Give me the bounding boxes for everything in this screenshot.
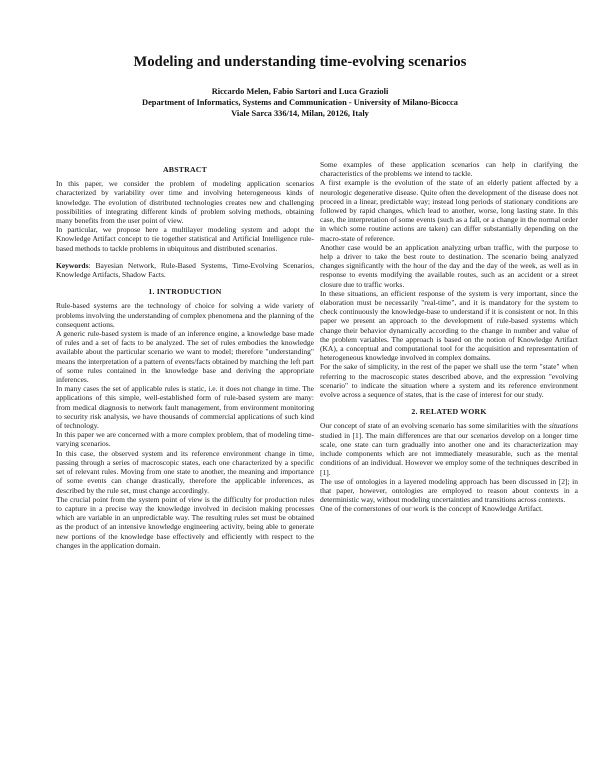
related-work-heading: 2. RELATED WORK bbox=[411, 407, 487, 417]
right-column bbox=[320, 160, 578, 514]
abstract-heading: ABSTRACT bbox=[162, 165, 208, 174]
author-address: Viale Sarca 336/14, Milan, 20126, Italy bbox=[231, 109, 369, 118]
keywords bbox=[56, 261, 314, 279]
related-work-paragraph: The use of ontologies in a layered modeling approach has been discussed in [2]; in that paper, however, ontologies are employed to reason about contexts in a deterministic way, without modeling uncertainties and transitions across contexts. bbox=[320, 476, 578, 505]
related-italic-term: situations bbox=[548, 421, 578, 431]
related-work-paragraph: One of the cornerstones of our work is the concept of Knowledge Artifact. bbox=[320, 504, 544, 514]
intro-paragraph: Another case would be an application analyzing urban traffic, with the purpose to help a driver to take the best route to destination. The scenario being analyzed changes significantly with the hour of the day and the day of the week, as well as in response to events modifying the available routes, such as an accident or a street closure due to traffic works. bbox=[320, 242, 578, 289]
related-text: studied in [1]. The main differences are that our scenarios develop on a longer time scale, one state can turn gradually into another one and its characterization may include components which are not immediately measurable, such as the mental conditions of an individual. However we employ some of the techniques described in [1]. bbox=[320, 430, 578, 477]
author-affiliation: Department of Informatics, Systems and Communication - University of Milano-Bicocca bbox=[142, 98, 458, 107]
author-names: Riccardo Melen, Fabio Sartori and Luca Grazioli bbox=[211, 87, 389, 96]
keywords-text: : Bayesian Network, Rule-Based Systems, Time-Evolving Scenarios, Knowledge Artifacts, Shadow Facts. bbox=[56, 260, 314, 280]
intro-paragraph: In these situations, an efficient response of the system is very important, since the elaboration must be necessarily "real-time", and it is mandatory for the system to check continuously the knowledge-base to understand if it is consistent or not. In this paper we present an approach to the development of rule-based systems which change their behavior dynamically according to the change in number and value of the problem variables. The approach is based on the notion of Knowledge Artifact (KA), a conceptual and computational tool for the acquisition and representation of heterogeneous knowledge involved in complex domains. bbox=[320, 288, 578, 363]
intro-paragraph: Rule-based systems are the technology of choice for solving a wide variety of problems involving the understanding of complex phenomena and the planning of the consequent actions. bbox=[56, 301, 314, 329]
intro-paragraph: The crucial point from the system point of view is the difficulty for production rules to capture in a precise way the knowledge involved in decision making processes which are variable in an unpredictable way. The resulting rules set must be obtained as the product of an intensive knowledge engineering activity, being able to generate new portions of the knowledge base effectively and efficiently with respect to the changes in the application domain. bbox=[56, 494, 314, 550]
intro-paragraph: A generic rule-based system is made of an inference engine, a knowledge base made of rules and a set of facts to be analyzed. The set of rules embodies the knowledge available about the particular scenario we want to model; therefore "understanding" means the interpretation of a pattern of events/facts obtained by matching the left part of some rules contained in the knowledge base and deriving the appropriate inferences. bbox=[56, 329, 314, 385]
abstract-paragraph: In particular, we propose here a multilayer modeling system and adopt the Knowledge Artifact concept to tie together statistical and Artificial Intelligence rule-based methods to tackle problems in ubiquitous and distributed scenarios. bbox=[56, 225, 314, 253]
left-column bbox=[56, 160, 314, 550]
author-block bbox=[0, 86, 600, 119]
related-text: Our concept of state of an evolving scenario has some similarities with the bbox=[320, 421, 549, 431]
related-work-paragraph bbox=[320, 421, 578, 476]
intro-paragraph: In this case, the observed system and its reference environment change in time, passing through a series of macroscopic states, each one characterized by a specific set of relevant rules. Moving from one state to another, the meaning and importance of some events can change drastically, therefore the applicable inferences, as described by the rule set, must change accordingly. bbox=[56, 448, 314, 495]
intro-paragraph: For the sake of simplicity, in the rest of the paper we shall use the term "state" when referring to the macroscopic states described above, and the expression "evolving scenario" to indicate the situation where a system and its reference environment evolve across a sequence of states, that is the case of interest for our study. bbox=[320, 362, 578, 400]
intro-paragraph: Some examples of these application scenarios can help in clarifying the characteristics of the problems we intend to tackle. bbox=[320, 160, 578, 179]
abstract-paragraph: In this paper, we consider the problem of modeling application scenarios characterized by variability over time and involving heterogeneous kinds of knowledge. The evolution of distributed technologies creates new and challenging possibilities of integrating different kinds of problem solving methods, obtaining many benefits from the user point of view. bbox=[56, 179, 314, 226]
paper-title: Modeling and understanding time-evolving scenarios bbox=[133, 54, 467, 70]
intro-heading: 1. INTRODUCTION bbox=[148, 287, 222, 297]
intro-paragraph: In many cases the set of applicable rules is static, i.e. it does not change in time. The applications of this simple, well-established form of rule-based system are many: from medical diagnosis to network fault management, from environment monitoring to security risk analysis, we have thousands of commercial applications of such kind of technology. bbox=[56, 384, 314, 431]
intro-paragraph: In this paper we are concerned with a more complex problem, that of modeling time-varying scenarios. bbox=[56, 430, 314, 449]
intro-paragraph: A first example is the evolution of the state of an elderly patient affected by a neurologic degenerative disease. Quite often the development of the disease does not proceed in a linear, predictable way; instead long periods of stationary conditions are followed by rapid changes, which lead to another, worse, long lasting state. In this case, the interpretation of some events (such as a fall, or a change in the normal order in which some routine actions are taken) can differ substantially depending on the macro-state of reference. bbox=[320, 178, 578, 243]
keywords-label: Keywords bbox=[56, 260, 89, 270]
